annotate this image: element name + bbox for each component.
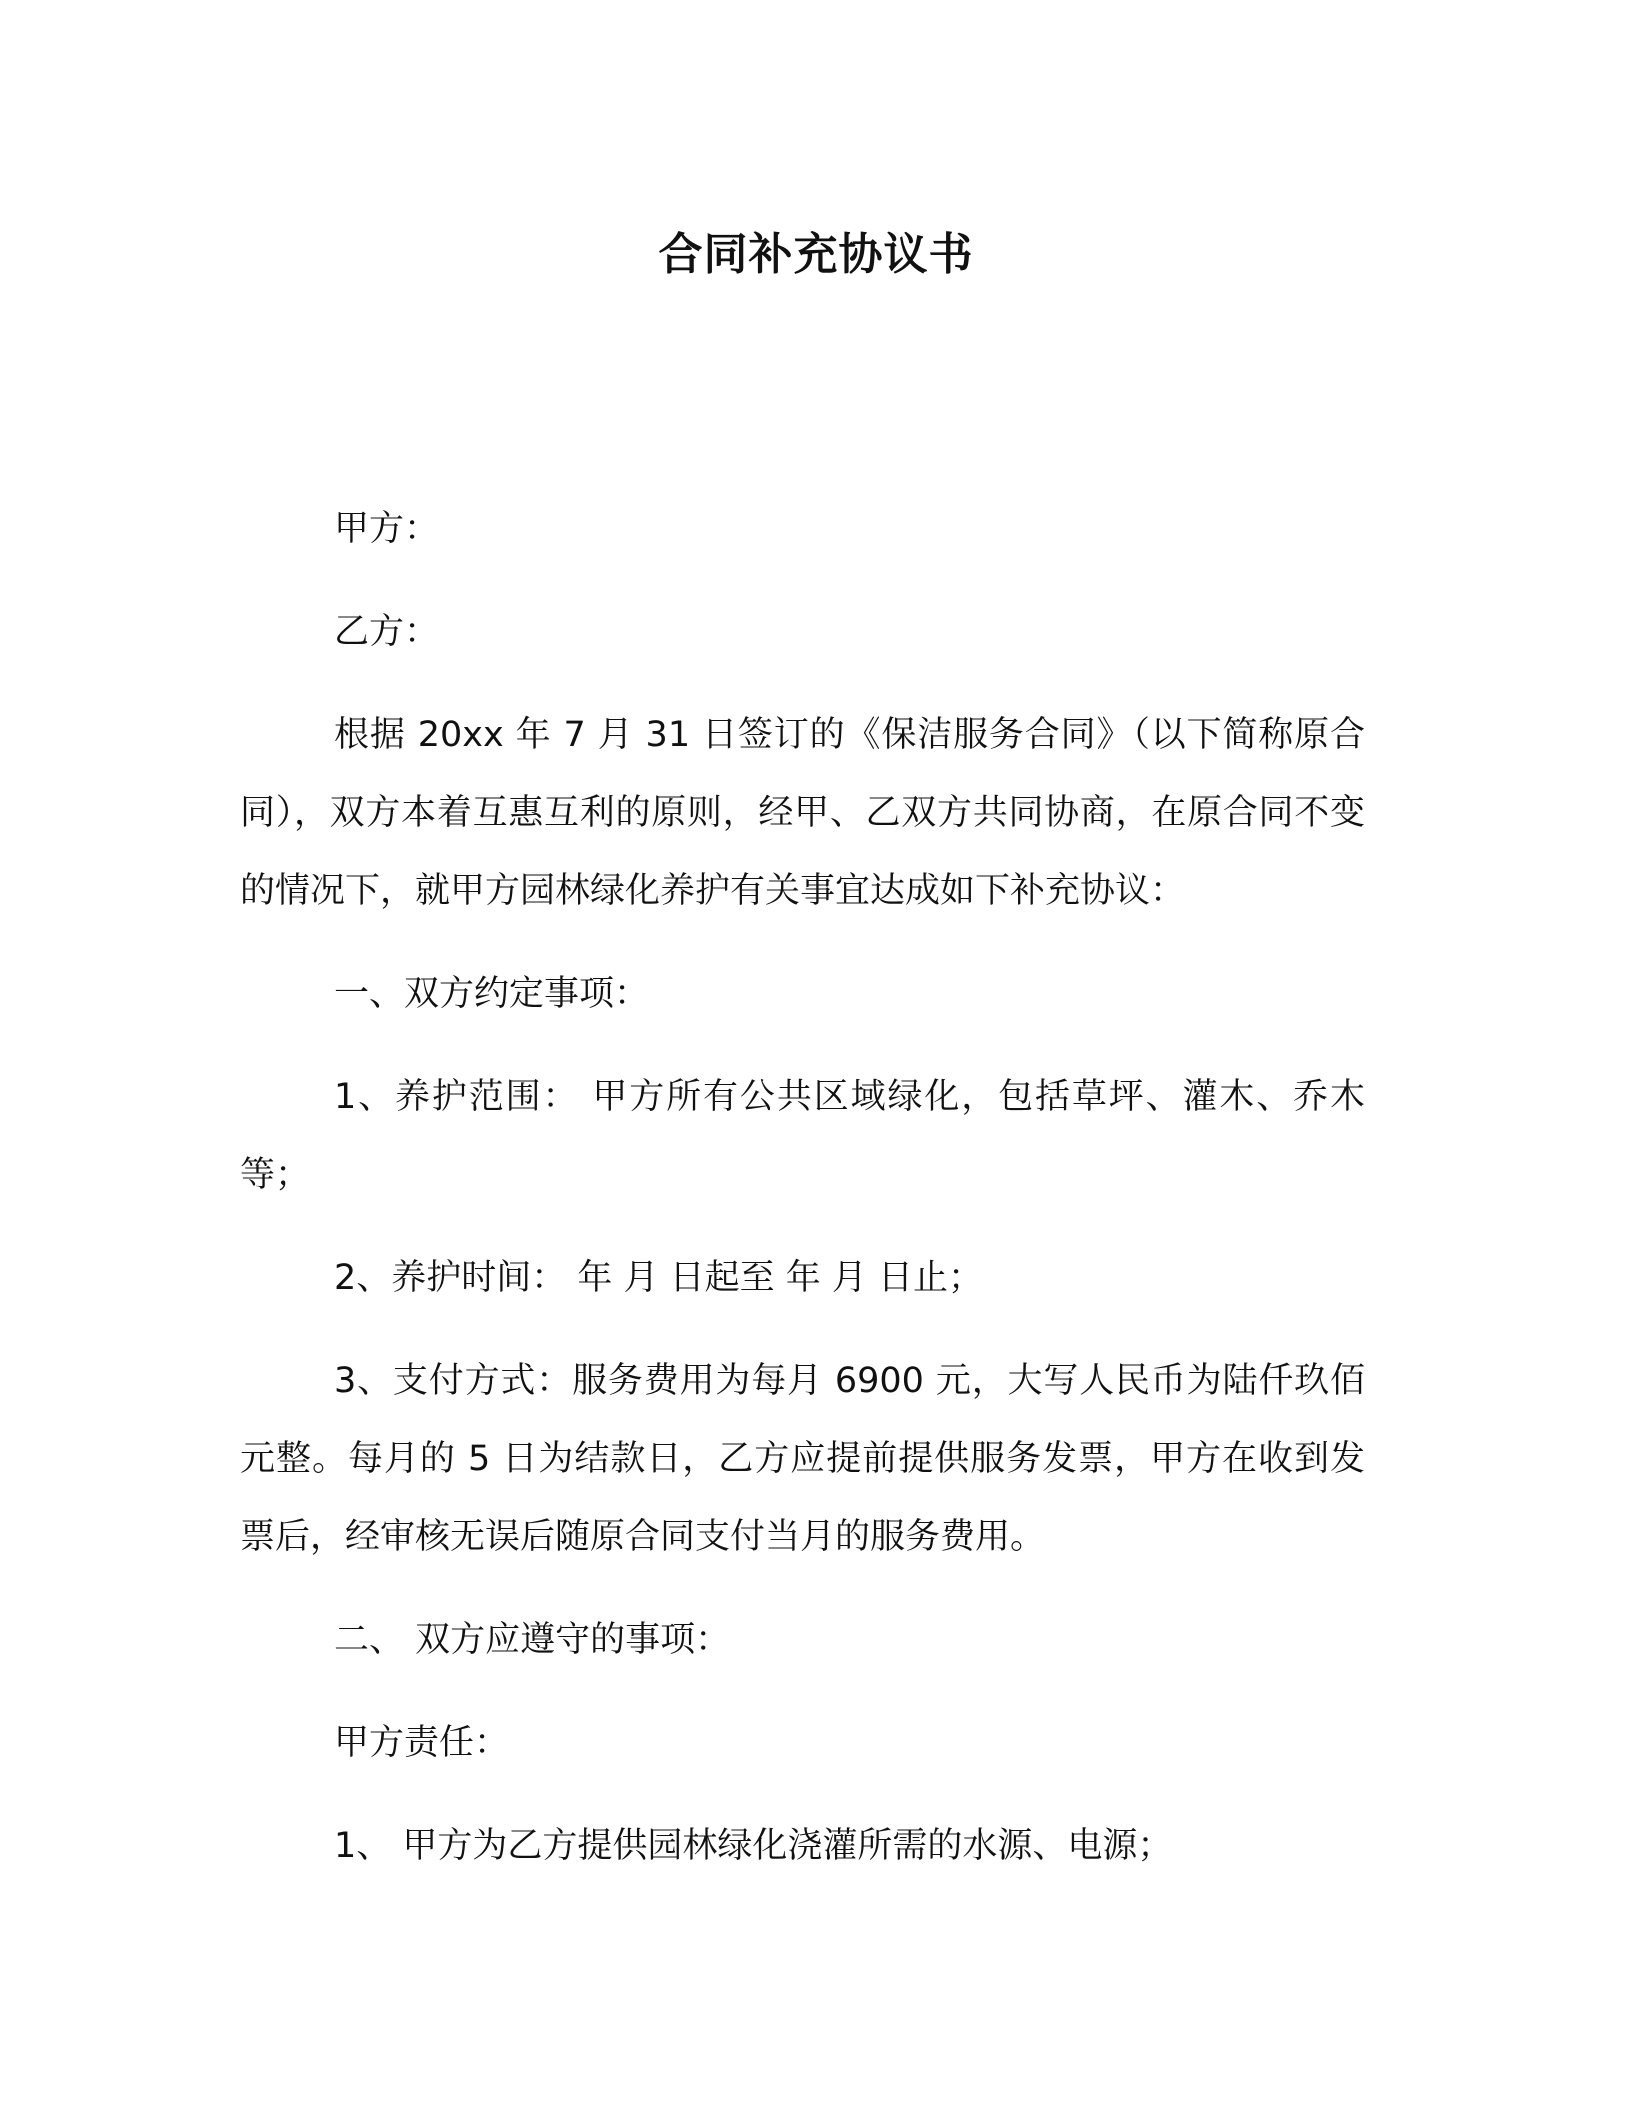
document-title: 合同补充协议书 — [658, 229, 974, 280]
party-a-responsibilities-heading: 甲方责任： — [334, 1723, 510, 1763]
clause-payment-method: 3、支付方式：服务费用为每月 6900 元，大写人民币为陆仟玖佰元整。每月的 5 日为结款日，乙方应提前提供服务发票，甲方在收到发票后，经审核无误后随原合同支付当月的服务费用。 — [240, 1361, 1365, 1557]
document-body — [240, 490, 1365, 1910]
preamble-paragraph: 根据 20xx 年 7 月 31 日签订的《保洁服务合同》（以下简称原合同），双方本着互惠互利的原则，经甲、乙双方共同协商，在原合同不变的情况下，就甲方园林绿化养护有关事宜达成如下补充协议： — [240, 715, 1365, 911]
party-a-responsibility-item: 1、 甲方为乙方提供园林绿化浇灌所需的水源、电源； — [334, 1826, 1173, 1866]
party-b-line: 乙方： — [334, 612, 440, 652]
party-a-line: 甲方： — [334, 509, 440, 549]
section-heading-obligations: 二、 双方应遵守的事项： — [334, 1620, 731, 1660]
section-heading-agreed-items: 一、双方约定事项： — [334, 974, 650, 1014]
clause-maintenance-period: 2、养护时间： 年 月 日起至 年 月 日止； — [334, 1258, 984, 1298]
clause-maintenance-scope: 1、养护范围： 甲方所有公共区域绿化，包括草坪、灌木、乔木等； — [240, 1077, 1365, 1195]
